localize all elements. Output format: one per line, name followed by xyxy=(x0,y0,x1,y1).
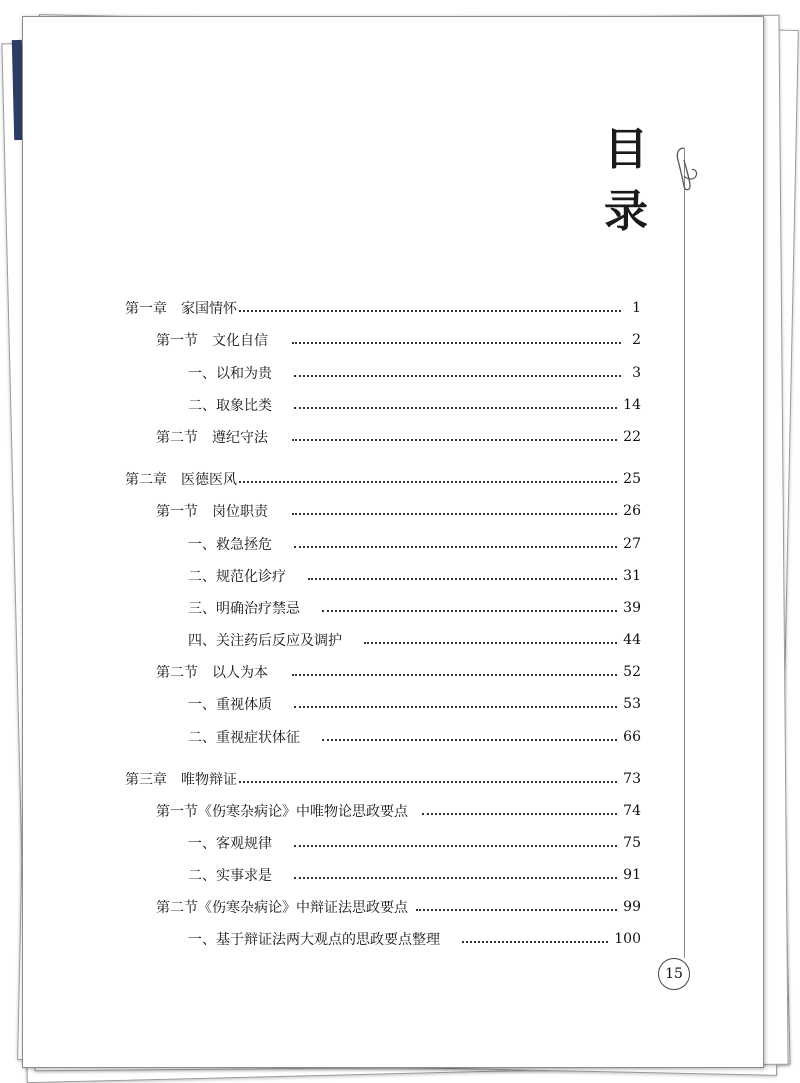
toc-leader xyxy=(308,578,617,580)
toc-page-number: 52 xyxy=(623,664,641,680)
toc-page-number: 25 xyxy=(623,471,641,487)
toc-page-number: 31 xyxy=(623,568,641,584)
page-title-char-2: 录 xyxy=(604,186,648,237)
toc-label: 一、基于辩证法两大观点的思政要点整理 xyxy=(188,932,440,948)
toc-leader xyxy=(294,375,621,377)
toc-item[interactable] xyxy=(188,864,641,886)
toc-page-number: 1 xyxy=(632,300,641,316)
toc-leader xyxy=(322,739,617,741)
toc-label: 第三章 唯物辩证 xyxy=(125,772,237,788)
toc-leader xyxy=(322,610,617,612)
toc-leader xyxy=(294,407,617,409)
toc-item[interactable] xyxy=(188,565,641,587)
toc-item[interactable] xyxy=(188,362,641,384)
toc-label: 第一章 家国情怀 xyxy=(125,301,237,317)
toc-item[interactable] xyxy=(188,693,641,715)
toc-leader xyxy=(239,310,621,312)
toc-section[interactable] xyxy=(156,500,641,522)
toc-leader xyxy=(416,909,617,911)
toc-label: 一、客观规律 xyxy=(188,836,272,852)
toc-label: 四、关注药后反应及调护 xyxy=(188,633,342,649)
toc-page-number: 91 xyxy=(623,867,641,883)
toc-leader xyxy=(422,813,617,815)
toc-page-number: 73 xyxy=(623,771,641,787)
toc-section[interactable] xyxy=(156,661,641,683)
toc-page-number: 27 xyxy=(623,536,641,552)
toc-leader xyxy=(294,546,617,548)
toc-label: 第一节《伤寒杂病论》中唯物论思政要点 xyxy=(156,804,408,820)
toc-label: 二、规范化诊疗 xyxy=(188,569,286,585)
toc-section[interactable] xyxy=(156,800,641,822)
toc-page-number: 53 xyxy=(623,696,641,712)
toc-page-number: 100 xyxy=(614,931,641,947)
toc-item[interactable] xyxy=(188,597,641,619)
toc-page-number: 22 xyxy=(623,429,641,445)
toc-page-number: 2 xyxy=(632,332,641,348)
toc-chapter-2[interactable] xyxy=(125,468,641,490)
toc-label: 二、实事求是 xyxy=(188,868,272,884)
toc-section[interactable] xyxy=(156,426,641,448)
toc-leader xyxy=(364,642,617,644)
toc-label: 二、取象比类 xyxy=(188,398,272,414)
toc-page-number: 44 xyxy=(623,632,641,648)
toc-leader xyxy=(292,439,617,441)
toc-label: 一、以和为贵 xyxy=(188,366,272,382)
toc-label: 第二章 医德医风 xyxy=(125,472,237,488)
toc-label: 第二节 遵纪守法 xyxy=(156,430,268,446)
toc-label: 第一节 文化自信 xyxy=(156,333,268,349)
toc-chapter-3[interactable] xyxy=(125,768,641,790)
toc-leader xyxy=(292,674,617,676)
paperclip-icon xyxy=(672,146,702,196)
toc-label: 第一节 岗位职责 xyxy=(156,504,268,520)
toc-page-number: 3 xyxy=(632,365,641,381)
toc-item[interactable] xyxy=(188,394,641,416)
toc-item[interactable] xyxy=(188,629,641,651)
toc-section[interactable] xyxy=(156,329,641,351)
toc-item[interactable] xyxy=(188,832,641,854)
toc-leader xyxy=(292,342,621,344)
toc-label: 二、重视症状体征 xyxy=(188,730,300,746)
toc-item[interactable] xyxy=(188,928,641,950)
toc-leader xyxy=(294,706,617,708)
toc-label: 第二节《伤寒杂病论》中辩证法思政要点 xyxy=(156,900,408,916)
toc-page-number: 99 xyxy=(623,899,641,915)
toc-leader xyxy=(239,781,617,783)
toc-leader xyxy=(294,877,617,879)
toc-item[interactable] xyxy=(188,726,641,748)
toc-page-number: 74 xyxy=(623,803,641,819)
decorative-vertical-line xyxy=(684,148,685,958)
toc-page-number: 39 xyxy=(623,600,641,616)
toc-page-number: 26 xyxy=(623,503,641,519)
toc-page-number: 75 xyxy=(623,835,641,851)
toc-label: 一、救急拯危 xyxy=(188,537,272,553)
toc-label: 三、明确治疗禁忌 xyxy=(188,601,300,617)
page-number-badge: 15 xyxy=(658,958,690,990)
toc-label: 一、重视体质 xyxy=(188,697,272,713)
toc-page-number: 14 xyxy=(623,397,641,413)
toc-leader xyxy=(294,845,617,847)
toc-label: 第二节 以人为本 xyxy=(156,665,268,681)
page-title-char-1: 目 xyxy=(604,124,648,175)
toc-leader xyxy=(239,481,617,483)
toc-chapter-1[interactable] xyxy=(125,297,641,319)
toc-leader xyxy=(292,513,617,515)
toc-page-number: 66 xyxy=(623,729,641,745)
toc-section[interactable] xyxy=(156,896,641,918)
toc-leader xyxy=(462,941,608,943)
toc-item[interactable] xyxy=(188,533,641,555)
